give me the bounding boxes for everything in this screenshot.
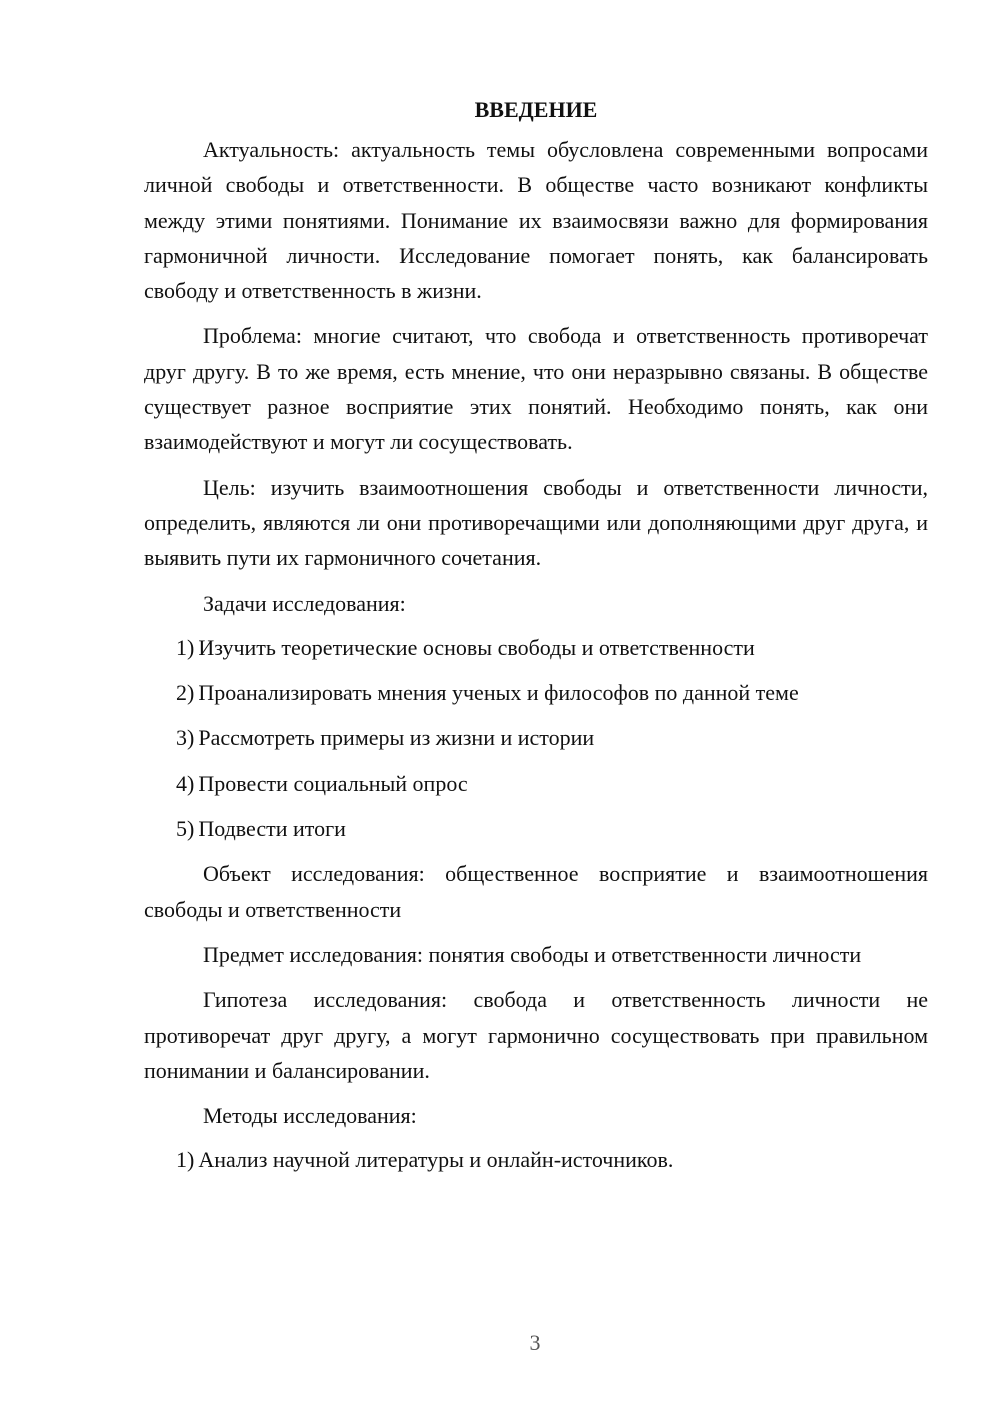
relevance-paragraph: Актуальность: актуальность темы обусловлена современными вопросами личной свободы и ответственности. В обществе часто возникают конфликты между этими понятиями. Понимание их взаимосвязи важно для формирования гармоничной личности. Исследование помогает понять, как балансировать свободу и ответственность в жизни. bbox=[144, 137, 928, 304]
goal-paragraph: Цель: изучить взаимоотношения свободы и ответственности личности, определить, являются ли они противоречащими или дополняющими друг друга, и выявить пути их гармоничного сочетания. bbox=[144, 474, 928, 571]
problem-paragraph: Проблема: многие считают, что свобода и ответственность противоречат друг другу. В то же время, есть мнение, что они неразрывно связаны. В обществе существует разное восприятие этих понятий. Необходимо понять, как они взаимодействуют и могут ли сосуществовать. bbox=[144, 323, 928, 455]
list-item-number: 5) bbox=[176, 816, 195, 842]
list-item bbox=[144, 811, 928, 846]
list-item-text: Изучить теоретические основы свободы и ответственности bbox=[198, 634, 755, 660]
list-item bbox=[144, 720, 928, 755]
list-item bbox=[144, 675, 928, 710]
section-heading: ВВЕДЕНИЕ bbox=[474, 97, 598, 122]
list-item bbox=[144, 630, 928, 665]
list-item-number: 4) bbox=[176, 770, 195, 796]
page-number: 3 bbox=[529, 1330, 541, 1355]
tasks-title: Задачи исследования: bbox=[203, 590, 406, 616]
page-content bbox=[144, 88, 928, 1178]
list-item-number: 2) bbox=[176, 680, 195, 706]
list-item bbox=[144, 1142, 928, 1177]
list-item-text: Подвести итоги bbox=[198, 816, 346, 842]
list-item-text: Рассмотреть примеры из жизни и истории bbox=[198, 725, 595, 751]
list-item-number: 1) bbox=[176, 634, 195, 660]
list-item-text: Анализ научной литературы и онлайн-источников. bbox=[198, 1147, 674, 1173]
list-item-text: Провести социальный опрос bbox=[198, 770, 468, 796]
subject-paragraph: Предмет исследования: понятия свободы и ответственности личности bbox=[203, 941, 862, 967]
list-item-text: Проанализировать мнения ученых и философов по данной теме bbox=[198, 680, 799, 706]
methods-list bbox=[144, 1142, 928, 1177]
list-item-number: 3) bbox=[176, 725, 195, 751]
tasks-list bbox=[144, 630, 928, 846]
list-item bbox=[144, 766, 928, 801]
hypothesis-paragraph: Гипотеза исследования: свобода и ответственность личности не противоречат друг другу, а могут гармонично сосуществовать при правильном понимании и балансировании. bbox=[144, 987, 928, 1083]
object-paragraph: Объект исследования: общественное восприятие и взаимоотношения свободы и ответственности bbox=[144, 861, 928, 922]
list-item-number: 1) bbox=[176, 1147, 195, 1173]
methods-title: Методы исследования: bbox=[203, 1103, 417, 1129]
